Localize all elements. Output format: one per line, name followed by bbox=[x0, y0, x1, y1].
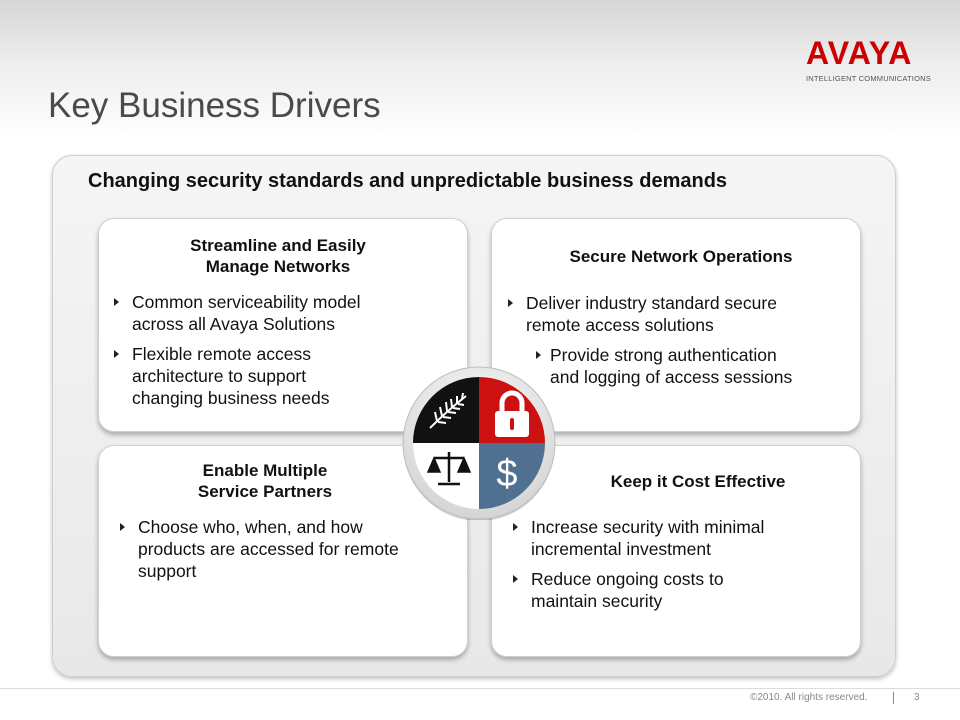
card-partners-bullets bbox=[118, 516, 418, 590]
card-partners-title-line2: Service Partners bbox=[197, 482, 333, 501]
card-streamline-title bbox=[118, 235, 438, 277]
logo-tagline: INTELLIGENT COMMUNICATIONS bbox=[806, 74, 931, 83]
security-emblem bbox=[402, 366, 556, 520]
bullet-item: Deliver industry standard secure remote access solutions bbox=[506, 292, 836, 336]
card-partners-title bbox=[105, 460, 425, 502]
dollar-icon: $ bbox=[496, 453, 518, 495]
sub-bullet-item: Provide strong authentication and logging of access sessions bbox=[536, 344, 800, 388]
footer-divider bbox=[0, 688, 960, 689]
card-secure-title: Secure Network Operations bbox=[569, 247, 793, 266]
bullet-item: Reduce ongoing costs to maintain security bbox=[511, 568, 791, 612]
slide-title: Key Business Drivers bbox=[48, 86, 381, 125]
page-number: 3 bbox=[914, 692, 920, 703]
card-partners-title-line1: Enable Multiple bbox=[202, 461, 328, 480]
bullet-item: Common serviceability model across all Avaya Solutions bbox=[112, 291, 412, 335]
bullet-item: Choose who, when, and how products are accessed for remote support bbox=[118, 516, 418, 582]
card-streamline-title-line2: Manage Networks bbox=[205, 257, 351, 276]
card-streamline-bullets bbox=[112, 291, 412, 417]
copyright-text: ©2010. All rights reserved. bbox=[750, 692, 868, 703]
logo-wordmark: AVAYA bbox=[806, 35, 913, 71]
card-cost-title: Keep it Cost Effective bbox=[610, 472, 786, 491]
card-cost-bullets bbox=[511, 516, 831, 620]
bullet-item: Increase security with minimal incremental investment bbox=[511, 516, 831, 560]
avaya-logo bbox=[806, 35, 931, 83]
bullet-item: Flexible remote access architecture to support changing business needs bbox=[112, 343, 372, 409]
headline: Changing security standards and unpredictable business demands bbox=[88, 170, 728, 192]
card-streamline-title-line1: Streamline and Easily bbox=[190, 236, 366, 255]
footer-separator bbox=[893, 692, 894, 704]
